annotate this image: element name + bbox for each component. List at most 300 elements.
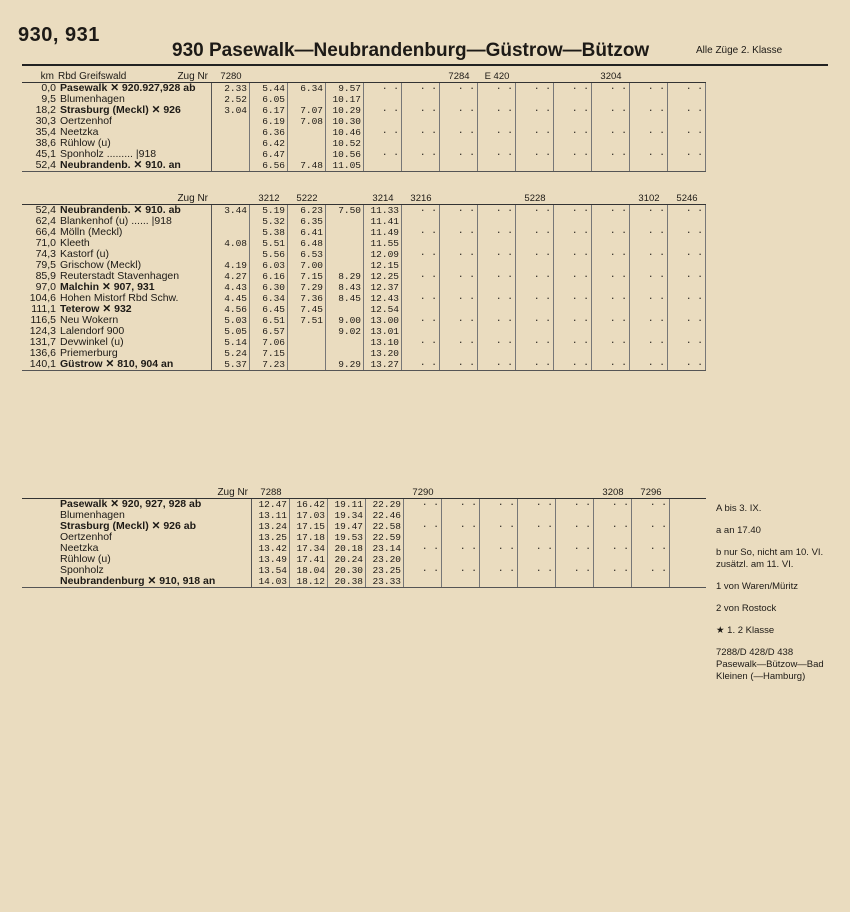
time-cell bbox=[630, 116, 665, 127]
time-cell bbox=[480, 532, 515, 543]
time-cell bbox=[632, 576, 667, 587]
time-cell bbox=[404, 532, 439, 543]
time-cell: 6.45 bbox=[262, 304, 285, 315]
station-list bbox=[22, 205, 212, 370]
time-cell bbox=[516, 282, 551, 293]
time-cell: · · bbox=[533, 149, 551, 160]
time-cell: 7.07 bbox=[300, 105, 323, 116]
train-number bbox=[290, 487, 328, 498]
time-cell: 9.57 bbox=[338, 83, 361, 94]
time-cell bbox=[668, 304, 703, 315]
station-name: Blankenhof (u) ...... |918 bbox=[60, 216, 172, 227]
time-cell: · · bbox=[457, 227, 475, 238]
time-cell bbox=[592, 260, 627, 271]
time-cell: 7.36 bbox=[300, 293, 323, 304]
time-column bbox=[328, 499, 366, 587]
time-cell: · · bbox=[685, 293, 703, 304]
time-cell bbox=[592, 216, 627, 227]
time-cell bbox=[668, 260, 703, 271]
time-cell: 10.52 bbox=[332, 138, 361, 149]
time-cell: · · bbox=[573, 565, 591, 576]
time-cell: · · bbox=[649, 521, 667, 532]
time-cell: 17.41 bbox=[296, 554, 325, 565]
station-km: 85,9 bbox=[35, 271, 56, 282]
time-cell bbox=[326, 348, 361, 359]
time-cell bbox=[478, 216, 513, 227]
time-cell: 6.16 bbox=[262, 271, 285, 282]
station-row bbox=[24, 337, 211, 348]
time-cell: 6.42 bbox=[262, 138, 285, 149]
time-cell: · · bbox=[609, 149, 627, 160]
time-column bbox=[630, 83, 668, 171]
time-cell: · · bbox=[533, 205, 551, 216]
time-cell: · · bbox=[495, 337, 513, 348]
time-cell bbox=[554, 326, 589, 337]
time-cell: · · bbox=[459, 499, 477, 510]
time-cell: 5.51 bbox=[262, 238, 285, 249]
time-cell: · · bbox=[685, 315, 703, 326]
time-cell bbox=[478, 160, 513, 171]
station-name: Teterow ✕ 932 bbox=[60, 304, 132, 315]
time-cell: · · bbox=[495, 205, 513, 216]
time-cell bbox=[516, 304, 551, 315]
time-cell: 10.17 bbox=[332, 94, 361, 105]
time-column bbox=[668, 205, 706, 370]
time-cell: · · bbox=[533, 293, 551, 304]
time-cell: 6.57 bbox=[262, 326, 285, 337]
station-km: 9,5 bbox=[41, 94, 56, 105]
zug-nr-label: Zug Nr bbox=[177, 70, 208, 82]
time-cell: · · bbox=[685, 149, 703, 160]
time-cell bbox=[402, 138, 437, 149]
train-number bbox=[478, 193, 516, 204]
time-cell bbox=[404, 510, 439, 521]
time-cell: · · bbox=[573, 499, 591, 510]
section-body bbox=[22, 499, 706, 588]
time-cell: · · bbox=[609, 249, 627, 260]
time-cell bbox=[212, 149, 247, 160]
time-cell: · · bbox=[535, 499, 553, 510]
time-cell: 5.19 bbox=[262, 205, 285, 216]
time-cell: 6.30 bbox=[262, 282, 285, 293]
time-column bbox=[364, 205, 402, 370]
time-cell bbox=[516, 138, 551, 149]
time-cell: · · bbox=[495, 127, 513, 138]
time-cell: · · bbox=[649, 499, 667, 510]
time-cell bbox=[516, 216, 551, 227]
train-number bbox=[630, 71, 668, 82]
time-cell: · · bbox=[457, 205, 475, 216]
time-cell: · · bbox=[457, 293, 475, 304]
time-column bbox=[326, 83, 364, 171]
time-cell: 20.24 bbox=[334, 554, 363, 565]
section-header bbox=[22, 192, 706, 205]
time-cell bbox=[554, 160, 589, 171]
time-cell bbox=[402, 216, 437, 227]
time-cell bbox=[288, 337, 323, 348]
station-km: 38,6 bbox=[35, 138, 56, 149]
time-cell: · · bbox=[609, 105, 627, 116]
time-cell bbox=[326, 249, 361, 260]
legend-item: ★ 1. 2 Klasse bbox=[716, 625, 775, 636]
time-cell bbox=[478, 260, 513, 271]
train-number bbox=[518, 487, 556, 498]
time-cell: · · bbox=[609, 293, 627, 304]
time-cell bbox=[668, 94, 703, 105]
station-row bbox=[24, 543, 251, 554]
time-cell: · · bbox=[647, 359, 665, 370]
time-cell: 19.53 bbox=[334, 532, 363, 543]
train-number: 5246 bbox=[676, 192, 698, 204]
time-cell: 19.34 bbox=[334, 510, 363, 521]
time-cell bbox=[668, 326, 703, 337]
time-cell: · · bbox=[457, 271, 475, 282]
time-column bbox=[668, 83, 706, 171]
station-km: 52,4 bbox=[35, 205, 56, 216]
station-row bbox=[24, 160, 211, 171]
time-cell: 23.20 bbox=[372, 554, 401, 565]
time-cell: · · bbox=[647, 337, 665, 348]
zug-nr-label: Zug Nr bbox=[217, 486, 248, 498]
time-cell bbox=[630, 326, 665, 337]
time-cell bbox=[592, 282, 627, 293]
legend-item: 1 von Waren/Müritz bbox=[716, 581, 799, 592]
station-km: 74,3 bbox=[35, 249, 56, 260]
time-cell bbox=[440, 216, 475, 227]
time-cell: · · bbox=[571, 249, 589, 260]
time-cell: · · bbox=[457, 359, 475, 370]
time-column bbox=[212, 205, 250, 370]
time-cell bbox=[288, 127, 323, 138]
time-cell: 13.10 bbox=[370, 337, 399, 348]
time-column bbox=[518, 499, 556, 587]
time-cell: 6.36 bbox=[262, 127, 285, 138]
time-cell: 6.03 bbox=[262, 260, 285, 271]
station-row bbox=[24, 260, 211, 271]
time-cell: 5.37 bbox=[224, 359, 247, 370]
station-name: Devwinkel (u) bbox=[60, 337, 124, 348]
time-cell bbox=[554, 138, 589, 149]
time-cell: · · bbox=[457, 337, 475, 348]
time-cell: 18.04 bbox=[296, 565, 325, 576]
time-cell: 23.33 bbox=[372, 576, 401, 587]
time-cell bbox=[402, 282, 437, 293]
station-name: Güstrow ✕ 810, 904 an bbox=[60, 359, 174, 370]
time-cell bbox=[478, 348, 513, 359]
legend-item: A bis 3. IX. bbox=[716, 503, 762, 514]
time-cell bbox=[402, 238, 437, 249]
time-cell: · · bbox=[419, 227, 437, 238]
time-cell: · · bbox=[459, 543, 477, 554]
station-row bbox=[24, 216, 211, 227]
time-cell: · · bbox=[571, 83, 589, 94]
timetable-section-3 bbox=[22, 486, 706, 588]
time-cell bbox=[516, 116, 551, 127]
time-cell: · · bbox=[497, 565, 515, 576]
time-cell: 13.42 bbox=[258, 543, 287, 554]
time-cell: · · bbox=[419, 337, 437, 348]
time-cell: 6.53 bbox=[300, 249, 323, 260]
station-km: 30,3 bbox=[35, 116, 56, 127]
train-number bbox=[440, 193, 478, 204]
time-cell: · · bbox=[495, 105, 513, 116]
time-cell: · · bbox=[533, 83, 551, 94]
train-number: 3208 bbox=[602, 486, 624, 498]
time-cell: · · bbox=[419, 83, 437, 94]
time-cell: 7.06 bbox=[262, 337, 285, 348]
time-cell bbox=[556, 532, 591, 543]
time-cell bbox=[556, 576, 591, 587]
time-cell bbox=[440, 138, 475, 149]
time-cell: · · bbox=[649, 565, 667, 576]
time-cell: 6.35 bbox=[300, 216, 323, 227]
time-cell bbox=[632, 554, 667, 565]
time-cell bbox=[478, 94, 513, 105]
station-name: Sponholz ......... |918 bbox=[60, 149, 157, 160]
time-cell bbox=[668, 138, 703, 149]
time-cell bbox=[594, 532, 629, 543]
station-row bbox=[24, 149, 211, 160]
time-cell bbox=[518, 532, 553, 543]
time-cell: 3.44 bbox=[224, 205, 247, 216]
class-note: Alle Züge 2. Klasse bbox=[696, 45, 783, 56]
time-cell bbox=[592, 138, 627, 149]
timetable-section-2 bbox=[22, 192, 706, 371]
time-cell bbox=[288, 348, 323, 359]
time-cell bbox=[440, 304, 475, 315]
time-cell: · · bbox=[495, 271, 513, 282]
time-cell bbox=[630, 348, 665, 359]
time-cell bbox=[554, 260, 589, 271]
time-cell bbox=[478, 238, 513, 249]
station-name: Oertzenhof bbox=[60, 532, 112, 543]
time-cell bbox=[212, 138, 247, 149]
time-cell bbox=[402, 348, 437, 359]
time-cell bbox=[480, 576, 515, 587]
time-cell: 17.15 bbox=[296, 521, 325, 532]
time-cell: 13.11 bbox=[258, 510, 287, 521]
time-cell bbox=[518, 554, 553, 565]
train-number: 7296 bbox=[640, 486, 662, 498]
time-cell bbox=[440, 94, 475, 105]
time-cell: 8.43 bbox=[338, 282, 361, 293]
time-cell: · · bbox=[609, 205, 627, 216]
time-cell: · · bbox=[419, 205, 437, 216]
time-cell: · · bbox=[647, 127, 665, 138]
time-cell bbox=[592, 326, 627, 337]
train-number: 7288 bbox=[260, 486, 282, 498]
time-cell bbox=[288, 94, 323, 105]
station-row bbox=[24, 238, 211, 249]
train-number bbox=[366, 487, 404, 498]
time-cell: 3.04 bbox=[224, 105, 247, 116]
time-cell bbox=[516, 160, 551, 171]
time-cell: · · bbox=[609, 315, 627, 326]
time-cell: · · bbox=[571, 315, 589, 326]
time-cell bbox=[212, 127, 247, 138]
station-list bbox=[22, 83, 212, 171]
station-km: 35,4 bbox=[35, 127, 56, 138]
time-cell: · · bbox=[497, 521, 515, 532]
time-cell: · · bbox=[647, 83, 665, 94]
time-cell: 6.34 bbox=[300, 83, 323, 94]
station-km: 124,3 bbox=[29, 326, 56, 337]
train-number: 3214 bbox=[372, 192, 394, 204]
time-cell: 7.23 bbox=[262, 359, 285, 370]
time-cell: 10.30 bbox=[332, 116, 361, 127]
station-km: 136,6 bbox=[29, 348, 56, 359]
time-cell: · · bbox=[459, 521, 477, 532]
legend-item: b nur So, nicht am 10. VI. zusätzl. am 11. VI. bbox=[716, 547, 824, 570]
station-row bbox=[24, 116, 211, 127]
time-column bbox=[554, 83, 592, 171]
station-row bbox=[24, 304, 211, 315]
station-name: Strasburg (Meckl) ✕ 926 ab bbox=[60, 521, 197, 532]
station-row bbox=[24, 227, 211, 238]
time-cell: · · bbox=[419, 315, 437, 326]
station-name: Neetzka bbox=[60, 127, 99, 138]
time-cell: 7.08 bbox=[300, 116, 323, 127]
time-column bbox=[290, 499, 328, 587]
time-columns bbox=[252, 499, 670, 587]
time-cell bbox=[480, 510, 515, 521]
train-number bbox=[554, 71, 592, 82]
time-cell bbox=[442, 532, 477, 543]
station-name: Neetzka bbox=[60, 543, 99, 554]
station-name: Neubrandenb. ✕ 910. an bbox=[60, 160, 181, 171]
time-cell: 23.14 bbox=[372, 543, 401, 554]
station-name: Neubrandenburg ✕ 910, 918 an bbox=[60, 576, 216, 587]
time-column bbox=[326, 205, 364, 370]
time-column bbox=[632, 499, 670, 587]
station-name: Rühlow (u) bbox=[60, 138, 111, 149]
time-cell: 4.43 bbox=[224, 282, 247, 293]
time-cell: · · bbox=[571, 149, 589, 160]
time-cell: · · bbox=[571, 337, 589, 348]
time-cell: 22.46 bbox=[372, 510, 401, 521]
time-cell: · · bbox=[649, 543, 667, 554]
station-row bbox=[24, 521, 251, 532]
time-cell: · · bbox=[419, 149, 437, 160]
zug-nr-label: Zug Nr bbox=[177, 192, 208, 204]
time-cell: · · bbox=[685, 227, 703, 238]
time-cell bbox=[402, 94, 437, 105]
train-number bbox=[516, 71, 554, 82]
time-column bbox=[366, 499, 404, 587]
section-body bbox=[22, 205, 706, 371]
time-cell bbox=[288, 326, 323, 337]
time-cell: · · bbox=[533, 271, 551, 282]
train-number bbox=[402, 71, 440, 82]
time-cell: · · bbox=[497, 543, 515, 554]
time-cell: 9.29 bbox=[338, 359, 361, 370]
train-number: 7284 bbox=[448, 70, 470, 82]
time-cell: 11.55 bbox=[370, 238, 399, 249]
station-name: Pasewalk ✕ 920, 927, 928 ab bbox=[60, 499, 202, 510]
station-km: 104,6 bbox=[29, 293, 56, 304]
time-cell: · · bbox=[571, 205, 589, 216]
time-column bbox=[554, 205, 592, 370]
time-cell: · · bbox=[573, 521, 591, 532]
time-cell: · · bbox=[609, 127, 627, 138]
station-km: 131,7 bbox=[29, 337, 56, 348]
time-cell bbox=[212, 216, 247, 227]
header-labels bbox=[22, 71, 212, 82]
time-cell bbox=[326, 216, 361, 227]
time-cell: · · bbox=[647, 249, 665, 260]
train-number bbox=[250, 71, 288, 82]
time-column bbox=[250, 83, 288, 171]
time-cell: 5.03 bbox=[224, 315, 247, 326]
train-number bbox=[480, 487, 518, 498]
time-column bbox=[250, 205, 288, 370]
time-cell: · · bbox=[533, 337, 551, 348]
time-cell bbox=[630, 282, 665, 293]
time-cell: · · bbox=[571, 127, 589, 138]
time-cell: · · bbox=[419, 271, 437, 282]
time-cell: · · bbox=[647, 149, 665, 160]
time-cell: 18.12 bbox=[296, 576, 325, 587]
time-cell bbox=[478, 138, 513, 149]
time-cell bbox=[592, 304, 627, 315]
station-km: 111,1 bbox=[31, 304, 56, 315]
time-cell: · · bbox=[457, 149, 475, 160]
time-cell: 13.24 bbox=[258, 521, 287, 532]
time-cell: · · bbox=[419, 249, 437, 260]
time-column bbox=[364, 83, 402, 171]
time-cell bbox=[288, 359, 323, 370]
time-cell bbox=[668, 238, 703, 249]
time-cell: 12.09 bbox=[370, 249, 399, 260]
time-cell: 17.18 bbox=[296, 532, 325, 543]
time-cell: · · bbox=[459, 565, 477, 576]
time-cell: 4.08 bbox=[224, 238, 247, 249]
time-column bbox=[440, 83, 478, 171]
time-cell: · · bbox=[609, 271, 627, 282]
time-cell: · · bbox=[685, 337, 703, 348]
time-cell bbox=[518, 510, 553, 521]
time-cell bbox=[364, 160, 399, 171]
time-column bbox=[402, 83, 440, 171]
time-cell bbox=[630, 160, 665, 171]
time-cell: · · bbox=[535, 521, 553, 532]
header-rule bbox=[22, 64, 828, 66]
time-cell bbox=[516, 326, 551, 337]
station-row bbox=[24, 554, 251, 565]
time-cell: 8.29 bbox=[338, 271, 361, 282]
time-cell: · · bbox=[457, 127, 475, 138]
time-cell: 23.25 bbox=[372, 565, 401, 576]
time-cell: 17.34 bbox=[296, 543, 325, 554]
station-name: Kleeth bbox=[60, 238, 90, 249]
time-column bbox=[516, 205, 554, 370]
station-km: 0,0 bbox=[41, 83, 56, 94]
station-name: Neu Wokern bbox=[60, 315, 119, 326]
train-number: 3216 bbox=[410, 192, 432, 204]
time-cell bbox=[212, 116, 247, 127]
legend-item: 2 von Rostock bbox=[716, 603, 777, 614]
station-row bbox=[24, 127, 211, 138]
time-cell: 14.03 bbox=[258, 576, 287, 587]
station-row bbox=[24, 293, 211, 304]
time-cell bbox=[516, 260, 551, 271]
train-number: 3102 bbox=[638, 192, 660, 204]
time-cell bbox=[288, 149, 323, 160]
time-cell bbox=[592, 348, 627, 359]
time-cell: 2.33 bbox=[224, 83, 247, 94]
time-cell: · · bbox=[611, 543, 629, 554]
train-number: 3212 bbox=[258, 192, 280, 204]
